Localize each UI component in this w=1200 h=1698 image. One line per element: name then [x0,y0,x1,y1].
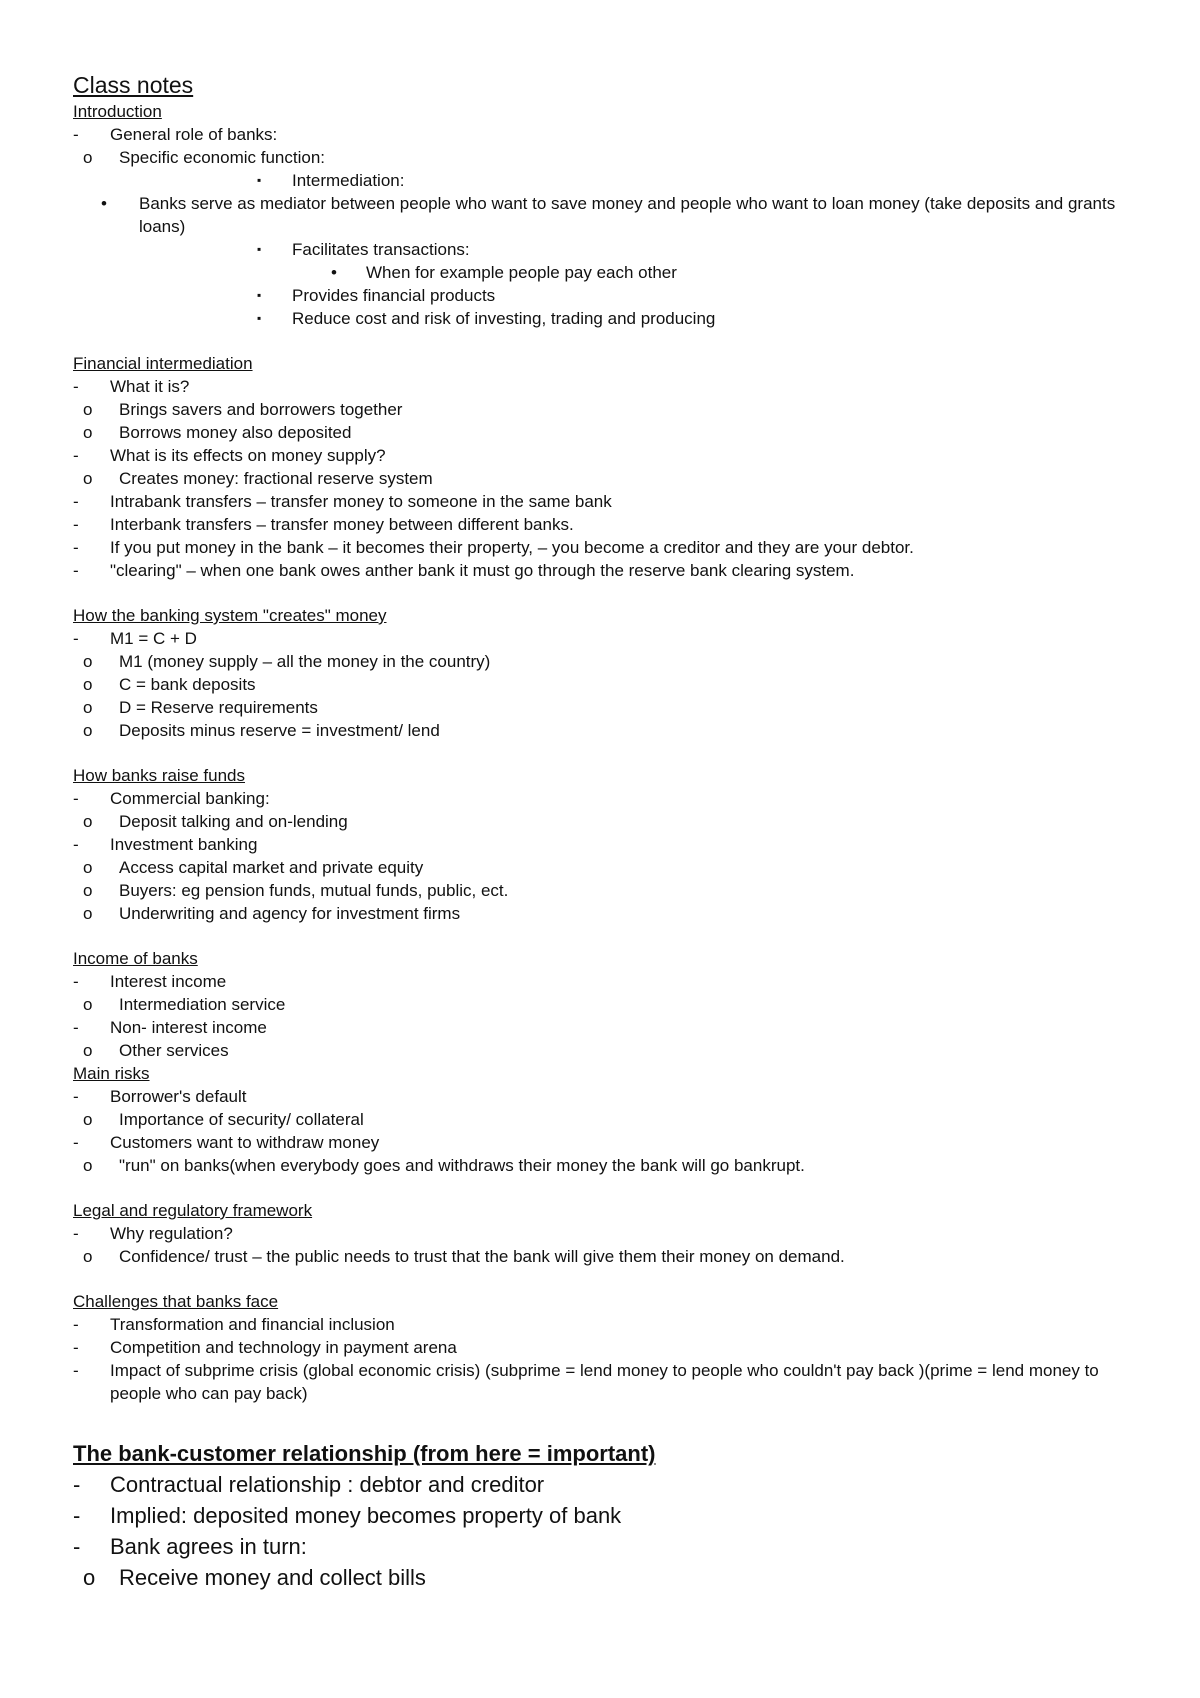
dash-bullet: - [73,835,79,854]
dash-bullet: - [73,1338,79,1357]
circle-bullet: o [83,904,93,923]
list-item: - Customers want to withdraw money [73,1133,380,1152]
dash-bullet: - [73,629,79,648]
dash-bullet: - [73,972,79,991]
list-item: - Competition and technology in payment arena [73,1338,457,1357]
dash-bullet: - [73,561,79,580]
list-item: - "clearing" – when one bank owes anther bank it must go through the reserve bank clearing system. [73,561,855,580]
list-item: - Why regulation? [73,1224,233,1243]
list-item: o Access capital market and private equity [83,858,424,877]
section-heading-raise-funds: How banks raise funds [73,766,245,785]
dot-bullet: • [331,263,337,282]
dash-bullet: - [73,1087,79,1106]
list-item: - Borrower's default [73,1087,247,1106]
list-item: - Intrabank transfers – transfer money to someone in the same bank [73,492,612,511]
circle-bullet: o [83,469,93,488]
list-item: o Importance of security/ collateral [83,1110,364,1129]
list-item: • Banks serve as mediator between people who want to save money and people who want to loan money (take deposits and grants loans) [101,194,1116,236]
dash-bullet: - [73,125,79,144]
list-item: - Impact of subprime crisis (global economic crisis) (subprime = lend money to people who couldn't pay back )(prime = lend money to people who can pay back) [73,1361,1099,1403]
section-heading-introduction: Introduction [73,102,162,121]
dash-bullet: - [73,1503,81,1528]
circle-bullet: o [83,858,93,877]
list-item: ▪ Provides financial products [257,286,496,305]
list-item: o Other services [83,1041,229,1060]
list-item: o M1 (money supply – all the money in the country) [83,652,491,671]
list-item: o Buyers: eg pension funds, mutual funds, public, ect. [83,881,509,900]
list-item: ▪ Facilitates transactions: [257,240,470,259]
section-heading-main-risks: Main risks [73,1064,150,1083]
section-heading-financial-intermediation: Financial intermediation [73,354,253,373]
section-heading-bank-customer-relationship: The bank-customer relationship (from here = important) [73,1441,656,1466]
circle-bullet: o [83,995,93,1014]
square-bullet: ▪ [257,288,262,302]
list-item: o Creates money: fractional reserve system [83,469,433,488]
circle-bullet: o [83,1110,93,1129]
dash-bullet: - [73,377,79,396]
list-item: o Deposit talking and on-lending [83,812,348,831]
circle-bullet: o [83,675,93,694]
section-heading-income: Income of banks [73,949,198,968]
list-item: - Contractual relationship : debtor and creditor [73,1469,1153,1500]
circle-bullet: o [83,652,93,671]
list-item: - Bank agrees in turn: [73,1531,1153,1562]
list-item: - Implied: deposited money becomes property of bank [73,1500,1153,1531]
section-heading-legal: Legal and regulatory framework [73,1201,313,1220]
list-item: o Deposits minus reserve = investment/ lend [83,721,440,740]
dash-bullet: - [73,1472,81,1497]
section-heading-creates-money: How the banking system "creates" money [73,606,387,625]
list-item: - What is its effects on money supply? [73,446,386,465]
list-item: - Non- interest income [73,1018,267,1037]
list-item: o "run" on banks(when everybody goes and withdraws their money the bank will go bankrupt. [83,1156,805,1175]
list-item: o C = bank deposits [83,675,256,694]
list-item: o Intermediation service [83,995,286,1014]
square-bullet: ▪ [257,173,262,187]
circle-bullet: o [83,721,93,740]
list-item: o Receive money and collect bills [73,1562,1153,1593]
list-item: - If you put money in the bank – it becomes their property, – you become a creditor and they are your debtor. [73,538,914,557]
circle-bullet: o [83,812,93,831]
square-bullet: ▪ [257,311,262,325]
list-item: - General role of banks: [73,125,278,144]
list-item: • When for example people pay each other [331,263,677,282]
list-item: o Brings savers and borrowers together [83,400,403,419]
list-item: o Specific economic function: [83,148,325,167]
dash-bullet: - [73,789,79,808]
list-item: - Interest income [73,972,227,991]
list-item: o Confidence/ trust – the public needs to trust that the bank will give them their money on demand. [83,1247,845,1266]
page-title: Class notes [73,72,194,98]
circle-bullet: o [83,698,93,717]
circle-bullet: o [83,1247,93,1266]
dash-bullet: - [73,1133,79,1152]
dash-bullet: - [73,1361,79,1380]
circle-bullet: o [83,1565,96,1590]
list-item: - M1 = C + D [73,629,197,648]
list-item: o Underwriting and agency for investment firms [83,904,461,923]
dash-bullet: - [73,492,79,511]
list-item: - Transformation and financial inclusion [73,1315,395,1334]
list-item: ▪ Intermediation: [257,171,405,190]
circle-bullet: o [83,423,93,442]
dash-bullet: - [73,1534,81,1559]
dash-bullet: - [73,1315,79,1334]
section-heading-challenges: Challenges that banks face [73,1292,279,1311]
circle-bullet: o [83,1041,93,1060]
circle-bullet: o [83,1156,93,1175]
dash-bullet: - [73,515,79,534]
list-item: - Investment banking [73,835,258,854]
document-page [73,70,1153,1593]
list-item: o D = Reserve requirements [83,698,318,717]
list-item: - What it is? [73,377,190,396]
square-bullet: ▪ [257,242,262,256]
circle-bullet: o [83,400,93,419]
list-item: o Borrows money also deposited [83,423,352,442]
dash-bullet: - [73,1224,79,1243]
list-item: ▪ Reduce cost and risk of investing, trading and producing [257,309,716,328]
dot-bullet: • [101,194,107,213]
list-item: - Interbank transfers – transfer money between different banks. [73,515,574,534]
circle-bullet: o [83,881,93,900]
dash-bullet: - [73,538,79,557]
circle-bullet: o [83,148,93,167]
dash-bullet: - [73,1018,79,1037]
list-item: - Commercial banking: [73,789,270,808]
dash-bullet: - [73,446,79,465]
